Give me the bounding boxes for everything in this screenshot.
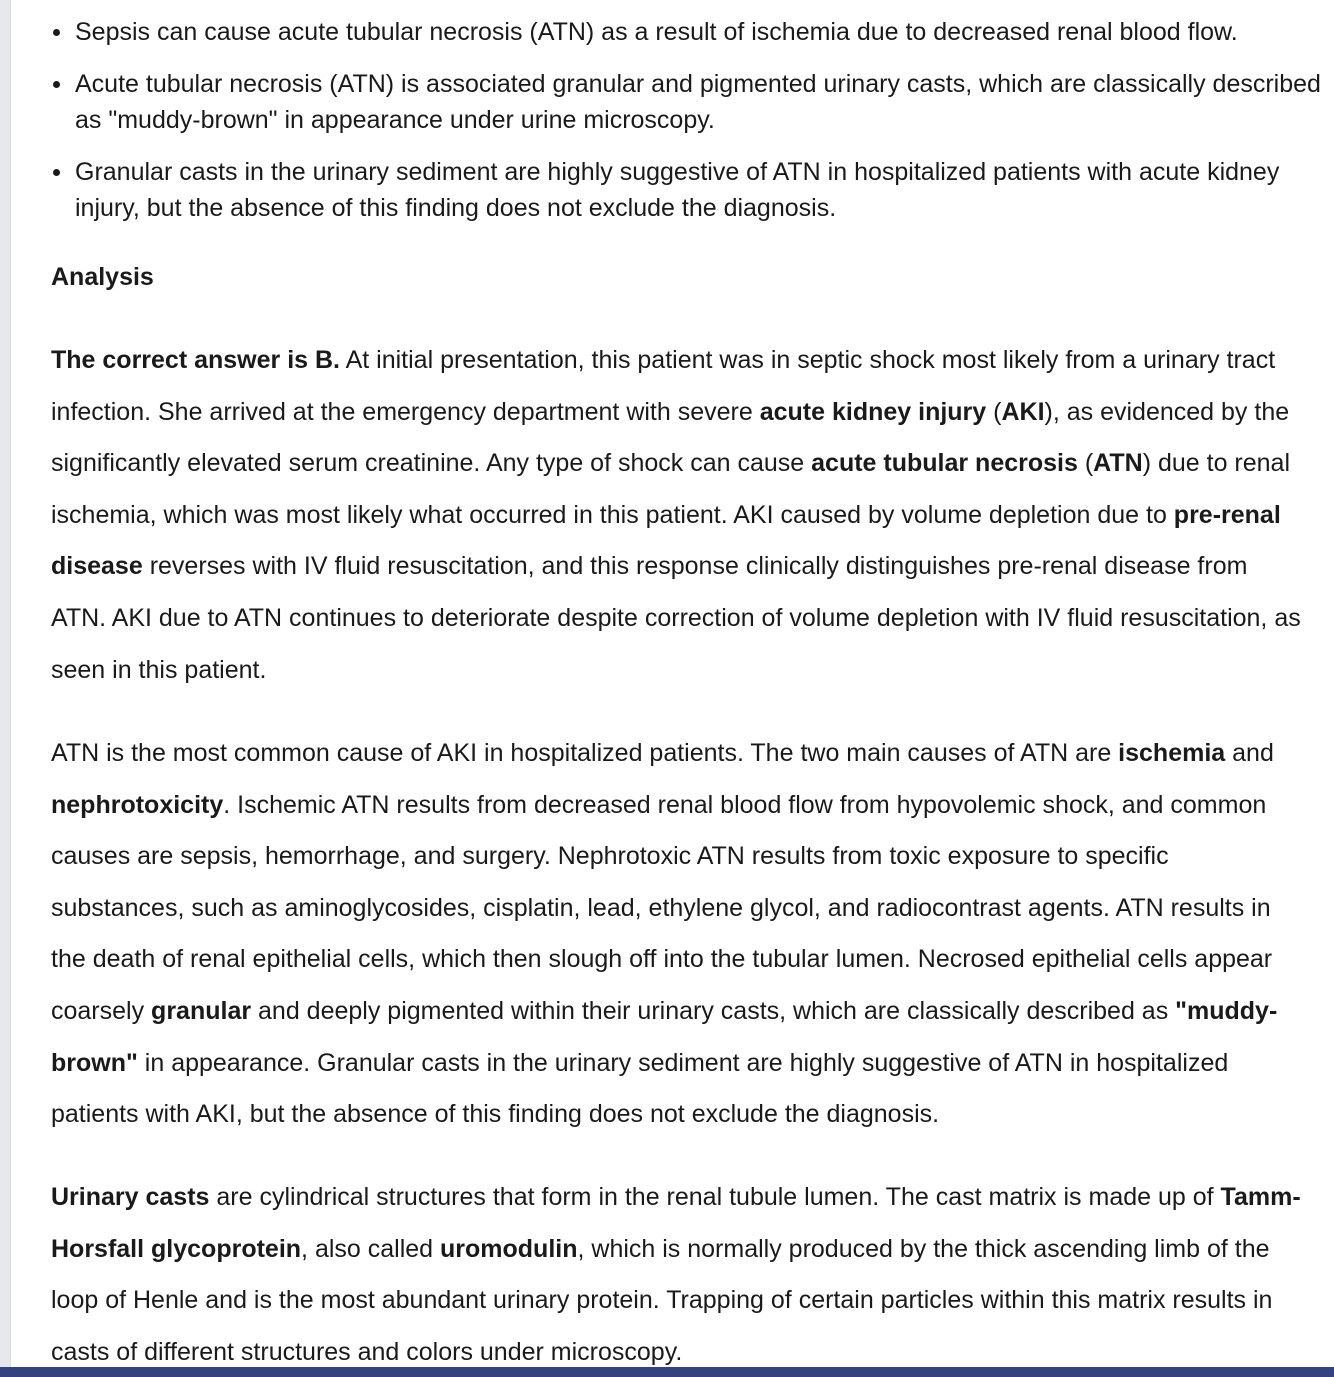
analysis-paragraph-casts [51, 1172, 1301, 1377]
analysis-heading: Analysis [51, 263, 154, 291]
term-granular: granular [151, 996, 252, 1025]
text-span: ), as evidenced by the significantly elevated serum creatinine. Any type of shock can cause [51, 397, 1290, 478]
term-nephrotoxicity: nephrotoxicity [51, 790, 224, 819]
term-urinary-casts: Urinary casts [51, 1183, 210, 1211]
text-span: . Ischemic ATN results from decreased renal blood flow from hypovolemic shock, and common causes are sepsis, hemorrhage, and surgery. Nephrotoxic ATN results from toxic exposure to specific substances, such as aminoglycosides, cisplatin, lead, ethylene glycol, and radiocontrast agents. ATN results in the death of renal epithelial cells, which then slough off into the tubular lumen. Necrosed epithelial cells appear coarsely [51, 790, 1273, 1025]
bullet-text: Acute tubular necrosis (ATN) is associated granular and pigmented urinary casts, which are classically described as "muddy-brown" in appearance under urine microscopy. [75, 70, 1321, 134]
bottom-toolbar-edge [0, 1367, 1334, 1377]
text-span: and [1225, 739, 1274, 767]
text-span: At initial presentation, this patient was in septic shock most likely from a urinary tract infection. She arrived at the emergency department with severe [51, 346, 1276, 426]
text-span: , which is normally produced by the thick ascending limb of the loop of Henle and is the most abundant urinary protein. Trapping of certain particles within this matrix results in casts of different structures and colors under microscopy. [51, 1234, 1273, 1366]
term-aki: AKI [1001, 397, 1045, 426]
term-uromodulin: uromodulin [440, 1234, 578, 1263]
text-span: ( [1077, 449, 1094, 478]
analysis-paragraph-atn [51, 728, 1301, 1141]
term-acute-kidney-injury: acute kidney injury [759, 397, 987, 426]
bullet-dot-icon [53, 81, 60, 88]
text-span: and deeply pigmented within their urinary casts, which are classically described as [251, 996, 1176, 1025]
bullet-dot-icon [53, 29, 60, 36]
term-muddy-brown: "muddy-brown" [51, 996, 1278, 1077]
term-acute-tubular-necrosis: acute tubular necrosis [811, 449, 1078, 478]
left-scroll-rail [0, 0, 11, 1377]
text-span: ( [986, 397, 1002, 426]
term-atn: ATN [1093, 449, 1143, 478]
term-pre-renal-disease: pre-renal disease [51, 500, 1281, 581]
term-ischemia: ischemia [1118, 739, 1226, 767]
list-item [51, 14, 1321, 50]
bullet-text: Sepsis can cause acute tubular necrosis (ATN) as a result of ischemia due to decreased renal blood flow. [75, 18, 1238, 46]
text-span: , also called [301, 1234, 441, 1263]
correct-answer-label: The correct answer is B. [51, 346, 341, 374]
text-span: ) due to renal ischemia, which was most likely what occurred in this patient. AKI caused by volume depletion due to [51, 449, 1291, 529]
text-span: reverses with IV fluid resuscitation, and this response clinically distinguishes pre-renal disease from ATN. AKI due to ATN continues to deteriorate despite correction of volume depletion with IV fluid resuscitation, as seen in this patient. [51, 552, 1301, 684]
text-span: in appearance. Granular casts in the urinary sediment are highly suggestive of ATN in hospitalized patients with AKI, but the absence of this finding does not exclude the diagnosis. [51, 1048, 1229, 1129]
term-tamm-horsfall-glycoprotein: Tamm-Horsfall glycoprotein [51, 1183, 1301, 1263]
text-span: are cylindrical structures that form in the renal tubule lumen. The cast matrix is made up of [209, 1183, 1221, 1211]
bullet-text: Granular casts in the urinary sediment are highly suggestive of ATN in hospitalized patients with acute kidney injury, but the absence of this finding does not exclude the diagnosis. [75, 158, 1280, 222]
bullet-dot-icon [53, 169, 60, 176]
list-item [51, 66, 1321, 138]
list-item [51, 154, 1321, 226]
key-points-list [51, 14, 1321, 242]
text-span: ATN is the most common cause of AKI in hospitalized patients. The two main causes of ATN are [51, 739, 1119, 767]
analysis-paragraph-answer [51, 335, 1301, 696]
